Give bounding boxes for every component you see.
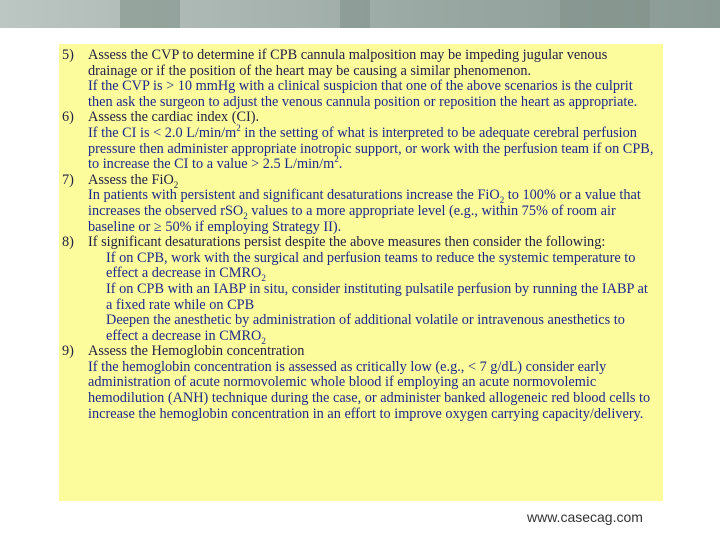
list-item-9: [62, 343, 657, 422]
item-heading: Assess the cardiac index (CI).: [88, 109, 260, 126]
list-item-8: [62, 234, 657, 346]
list-item-7: [62, 171, 657, 235]
item-detail: If the hemoglobin concentration is assessed as critically low (e.g., < 7 g/dL) consider early administration of acute normovolemic whole blood if employing an acute normovolemic hemodilution (ANH) technique during the case, or administer banked allogeneic red blood cells to increase the hemoglobin concentration in an effort to improve oxygen carrying capacity/delivery.: [88, 358, 651, 422]
item-heading: If significant desaturations persist despite the above measures then consider the following:: [88, 234, 606, 251]
item-number: 9): [62, 343, 74, 360]
content-panel: [59, 44, 663, 501]
item-number: 8): [62, 234, 74, 251]
item-detail: If the CVP is > 10 mmHg with a clinical suspicion that one of the above scenarios is the culprit then ask the surgeon to adjust the venous cannula position or reposition the heart as appropriate.: [88, 78, 638, 110]
item-heading: Assess the CVP to determine if CPB cannula malposition may be impeding jugular venous drainage or if the position of the heart may be causing a similar phenomenon.: [88, 47, 608, 79]
list-item-5: [62, 47, 657, 110]
top-bar-segment: [560, 0, 650, 28]
item-detail: In patients with persistent and significant desaturations increase the FiO$_2$ to 100% or a value that increases the observed rSO$_2$ values to a more appropriate level (e.g., within 75% of room air baseline or ≥ 50% if employing Strategy II).: [88, 187, 641, 235]
item-heading: Assess the FiO$_2$: [88, 171, 179, 190]
sub-item: If on CPB, work with the surgical and perfusion teams to reduce the systemic temperature to effect a decrease in $CMRO_2$: [106, 249, 636, 284]
top-bar-segment: [340, 0, 370, 28]
footer-url: www.casecag.com: [527, 509, 643, 525]
item-detail: If the CI is < 2.0 $L/\min/m^2$ in the setting of what is interpreted to be adequate cerebral perfusion pressure then administer appropriate inotropic support, or work with the perfusion team if on CPB, to increase the CI to a value > 2.5 $L/\min/m^2$.: [88, 123, 654, 173]
top-decorative-bar: [0, 0, 720, 28]
list-item-6: [62, 109, 657, 173]
top-bar-segment: [120, 0, 180, 28]
item-number: 6): [62, 109, 74, 126]
item-number: 5): [62, 47, 74, 63]
sub-item: Deepen the anesthetic by administration of additional volatile or intravenous anesthetics to effect a decrease in $CMRO_2$: [106, 312, 625, 346]
sub-item: If on CPB with an IABP in situ, consider instituting pulsatile perfusion by running the IABP at a fixed rate while on CPB: [106, 280, 648, 313]
item-number: 7): [62, 171, 74, 188]
item-heading: Assess the Hemoglobin concentration: [88, 343, 305, 360]
